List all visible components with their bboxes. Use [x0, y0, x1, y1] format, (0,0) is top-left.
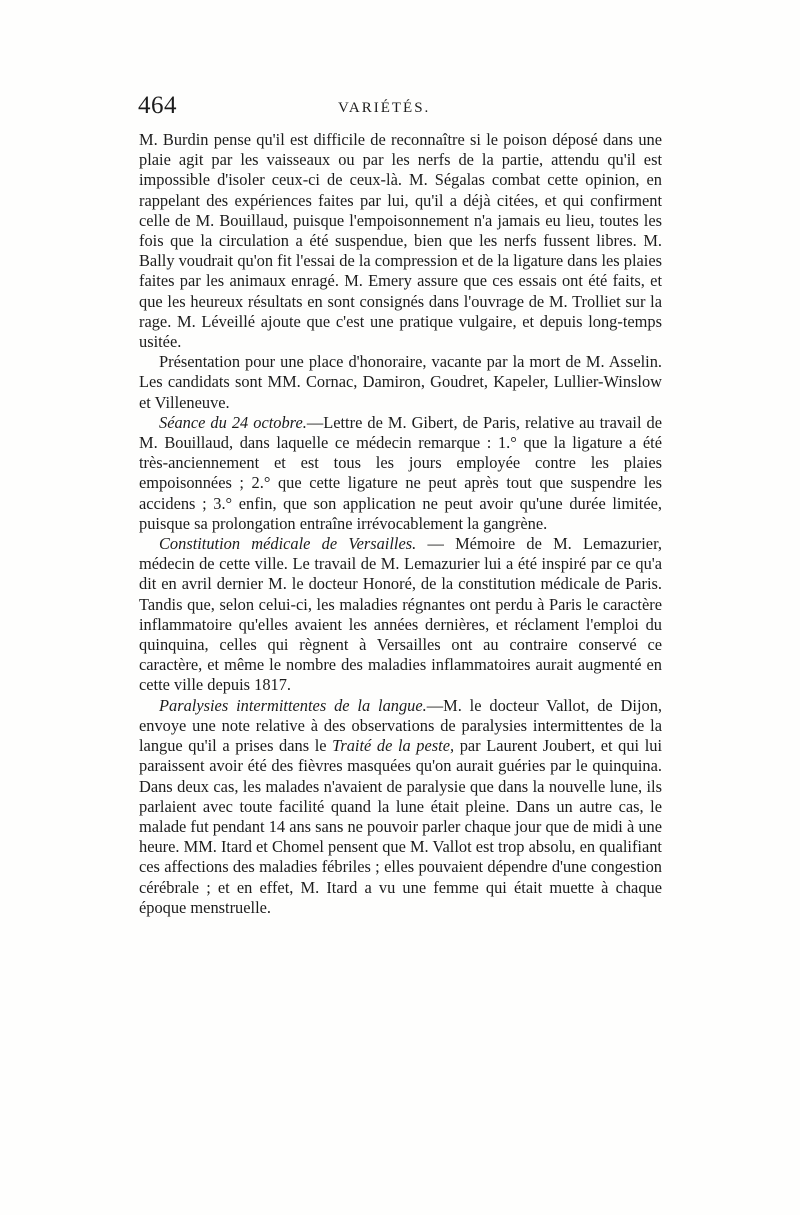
body-text	[139, 130, 662, 918]
paragraph-text: Présentation pour une place d'honoraire, vacante par la mort de M. Asselin. Les candidats sont MM. Cornac, Damiron, Goudret, Kapeler, Lullier-Winslow et Villeneuve.	[139, 352, 662, 412]
page-header	[138, 92, 663, 132]
paragraph-text: —Lettre de M. Gibert, de Paris, relative au travail de M. Bouillaud, dans laquelle ce médecin remarque : 1.° que la ligature a été très-anciennement et est tous les jours employée contre les plaies empoisonnées ; 2.° que cette ligature ne peut après tout que suspendre les accidens ; 3.° enfin, que son application ne peut avoir qu'une durée limitée, puisque sa prolongation entraîne irrévocablement la gangrène.	[139, 412, 662, 533]
paragraph-lead: Séance du 24 octobre.	[159, 412, 307, 432]
paragraph-seance	[139, 413, 662, 534]
paragraph-text: par Laurent Joubert, et qui lui paraissent avoir été des fièvres masquées qu'on aurait guéries par le quinquina. Dans deux cas, les malades n'avaient de paralysie que dans la nouvelle lune, ils parlaient avec toute facilité quand la lune était pleine. Dans un autre cas, le malade fut pendant 14 ans sans ne pouvoir parler chaque jour que de midi à une heure. MM. Itard et Chomel pensent que M. Vallot est trop absolu, en qualifiant ces affections des maladies fébriles ; elles pouvaient dépendre d'une congestion cérébrale ; et en effet, M. Itard a vu une femme qui était muette à chaque époque menstruelle.	[139, 736, 662, 917]
paragraph-lead: Paralysies intermittentes de la langue.	[159, 695, 427, 715]
running-title: VARIÉTÉS.	[338, 100, 431, 116]
paragraph-text: — Mémoire de M. Lemazurier, médecin de cette ville. Le travail de M. Lemazurier lui a été inspiré par ce qu'a dit en avril dernier M. le docteur Honoré, de la constitution médicale de Paris. Tandis que, selon celui-ci, les maladies régnantes ont perdu à Paris le caractère inflammatoire qu'elles avaient les années dernières, et réclament l'emploi du quinquina, celles qui règnent à Versailles ont au contraire conservé ce caractère, et même le nombre des maladies inflammatoires aurait augmenté en cette ville depuis 1817.	[139, 534, 662, 695]
paragraph-paralysies	[139, 696, 662, 918]
paragraph-text: M. Burdin pense qu'il est difficile de reconnaître si le poison déposé dans une plaie agit par les vaisseaux ou par les nerfs de la partie, attendu qu'il est impossible d'isoler ceux-ci de ceux-là. M. Ségalas combat cette opinion, en rappelant des expériences faites par lui, qu'il a déjà citées, et qui confirment celle de M. Bouillaud, puisque l'empoisonnement n'a jamais eu lieu, toutes les fois que la circulation a été suspendue, bien que les nerfs fussent libres. M. Bally voudrait qu'on fit l'essai de la compression et de la ligature dans les plaies faites par les animaux enragé. M. Emery assure que ces essais ont été faits, et que les heureux résultats en sont consignés dans l'ouvrage de M. Trolliet sur la rage. M. Léveillé ajoute que c'est une pratique vulgaire, et depuis long-temps usitée.	[139, 130, 662, 352]
paragraph-burdin	[139, 130, 662, 352]
paragraph-text: —M. le docteur Vallot, de Dijon, envoye une note relative à des observations de paralysies intermittentes de la langue qu'il a prises dans le	[139, 695, 662, 756]
page-number: 464	[138, 92, 177, 119]
paragraph-constitution	[139, 534, 662, 696]
paragraph-presentation	[139, 352, 662, 413]
paragraph-lead: Constitution médicale de Versailles.	[159, 534, 417, 554]
work-title: Traité de la peste,	[332, 736, 455, 756]
